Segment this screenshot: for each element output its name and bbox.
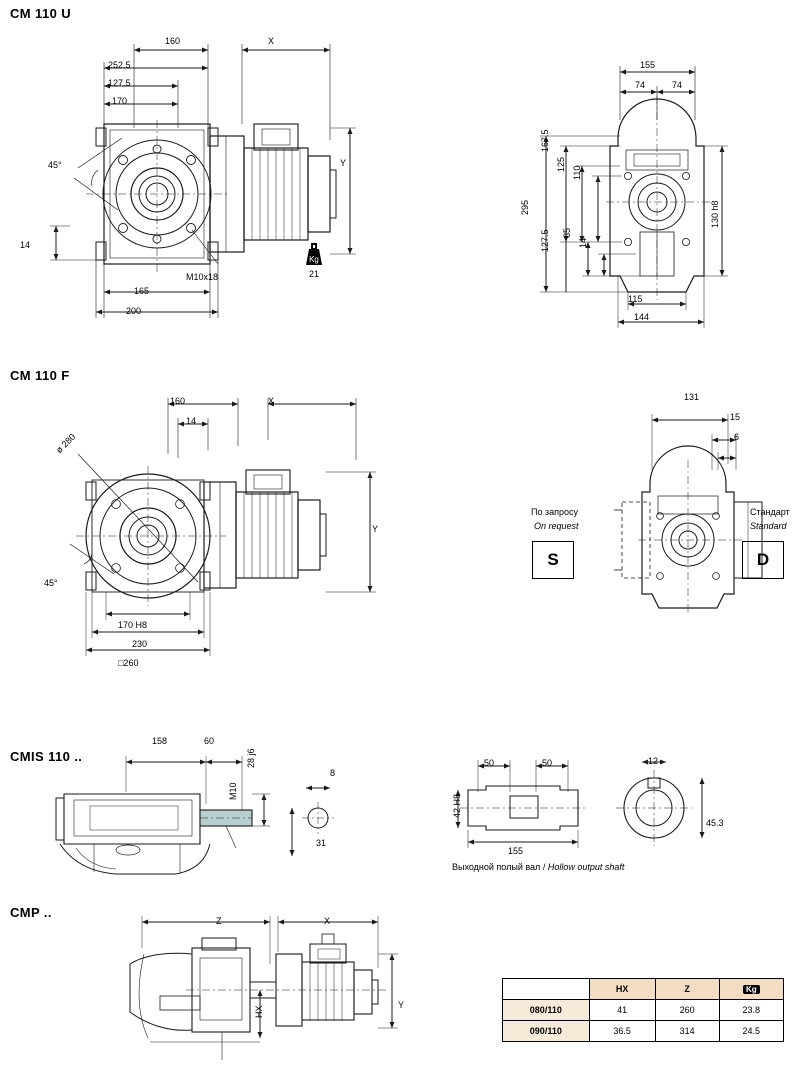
dim-hs-50a: 50: [484, 758, 495, 768]
note-on-request-ru: По запросу: [531, 507, 578, 517]
dim-45deg: 45°: [48, 160, 62, 170]
dim-2525: 252.5: [108, 60, 131, 70]
drawing-cmis110-section: [30, 752, 370, 882]
drawing-hollow-shaft: [450, 752, 720, 862]
dim-cmp-z: Z: [216, 916, 222, 926]
weight-badge: [300, 242, 328, 279]
dim-cmp-hx: HX: [254, 1005, 264, 1018]
dim-110: 110: [572, 165, 582, 180]
row-kg-1: 24.5: [719, 1021, 783, 1042]
dim-cmp-y: Y: [398, 1000, 405, 1010]
dim-295: 295: [520, 199, 530, 215]
dim-m10x18: M10x18: [186, 272, 219, 282]
caption-en: Hollow output shaft: [547, 862, 625, 872]
dim-hs-453: 45.3: [706, 818, 724, 828]
dim-f-6: 6: [734, 432, 740, 442]
dim-y: Y: [340, 158, 347, 168]
kg-icon: Kg: [743, 985, 760, 994]
dim-f-diam: ø 280: [54, 431, 78, 456]
section-title-cmis110: CMIS 110 ..: [10, 749, 83, 764]
dim-170: 170: [112, 96, 128, 106]
dim-cmis-m10: M10: [228, 782, 238, 800]
th-blank: [503, 979, 590, 1000]
note-on-request-en: On request: [534, 521, 579, 531]
dim-1675: 167.5: [540, 129, 550, 152]
dim-144: 144: [634, 312, 650, 322]
caption-ru: Выходной полый вал: [452, 862, 541, 872]
dim-155: 155: [640, 60, 656, 70]
section-title-cm110f: CM 110 F: [10, 368, 70, 383]
row-hx-0: 41: [589, 1000, 655, 1021]
th-kg: [719, 979, 783, 1000]
dim-74-a: 74: [635, 80, 646, 90]
dim-cmp-x: X: [324, 916, 331, 926]
section-title-cmp: CMP ..: [10, 905, 52, 920]
table-row: [503, 1000, 784, 1021]
row-name-0: 080/110: [503, 1000, 590, 1021]
dim-165: 165: [134, 286, 150, 296]
caption-sep: /: [542, 862, 546, 872]
dim-85: 85: [562, 227, 572, 238]
dim-hs-155: 155: [508, 846, 524, 856]
dim-f-y: Y: [372, 524, 379, 534]
dim-f-260: □260: [118, 658, 139, 668]
th-hx: HX: [589, 979, 655, 1000]
dim-200: 200: [126, 306, 142, 316]
th-z: Z: [655, 979, 719, 1000]
section-title-cm110u: CM 110 U: [10, 6, 72, 21]
note-standard-en: Standard: [750, 521, 787, 531]
dim-cmis-31: 31: [316, 838, 327, 848]
dim-f-230: 230: [132, 639, 148, 649]
dim-74-b: 74: [672, 80, 683, 90]
svg-text:Kg: Kg: [309, 255, 319, 264]
dim-14: 14: [20, 240, 31, 250]
row-kg-0: 23.8: [719, 1000, 783, 1021]
dim-hs-50b: 50: [542, 758, 553, 768]
dim-f-160: 160: [170, 396, 186, 406]
dim-14-r: 14: [578, 237, 588, 248]
dim-f-x: X: [268, 396, 275, 406]
table-row: [503, 1021, 784, 1042]
dim-125: 125: [556, 156, 566, 172]
row-z-1: 314: [655, 1021, 719, 1042]
option-box-d[interactable]: D: [742, 541, 784, 579]
dim-f-15: 15: [730, 412, 741, 422]
dim-f-14: 14: [186, 416, 197, 426]
dim-x: X: [268, 36, 275, 46]
dim-115: 115: [628, 294, 643, 304]
weight-value: 21: [308, 269, 319, 279]
drawing-cm110f-side: [30, 388, 390, 658]
drawing-cm110u-side: [30, 28, 390, 328]
dim-cmis-158: 158: [152, 736, 168, 746]
drawing-cmp: [110, 908, 410, 1078]
row-name-1: 090/110: [503, 1021, 590, 1042]
dim-f-131: 131: [684, 392, 700, 402]
dim-cmis-60: 60: [204, 736, 215, 746]
hollow-shaft-caption: [452, 862, 624, 872]
table-header-row: [503, 979, 784, 1000]
dim-160: 160: [165, 36, 181, 46]
dim-130h8: 130 h8: [710, 200, 720, 228]
note-standard-ru: Стандарт: [750, 507, 790, 517]
row-z-0: 260: [655, 1000, 719, 1021]
row-hx-1: 36.5: [589, 1021, 655, 1042]
dim-cmis-28j6: 28 j6: [246, 748, 256, 768]
cmp-data-table: [502, 978, 784, 1042]
dim-hs-42h8: 42 H8: [452, 793, 462, 818]
dim-f-170h8: 170 H8: [118, 620, 148, 630]
option-box-s[interactable]: S: [532, 541, 574, 579]
dim-cmis-8: 8: [330, 768, 336, 778]
dim-1275-r: 127.5: [540, 229, 550, 252]
dim-1275: 127.5: [108, 78, 131, 88]
dim-f-45: 45°: [44, 578, 58, 588]
dim-hs-12: 12: [648, 756, 659, 766]
kg-icon: [300, 242, 328, 268]
